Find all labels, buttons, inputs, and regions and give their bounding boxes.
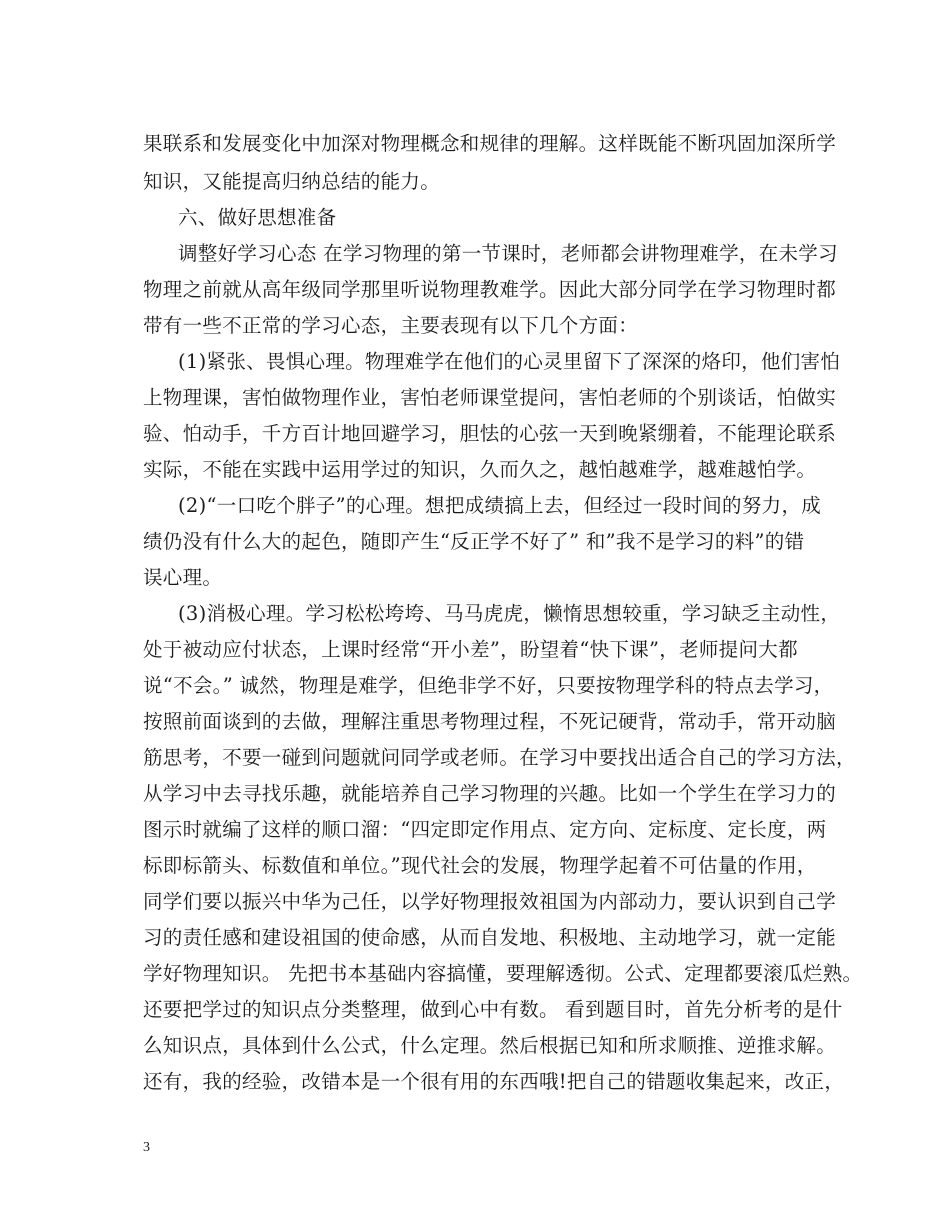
text-line: 标即标箭头、标数值和单位。”现代社会的发展，物理学起着不可估量的作用， xyxy=(143,854,817,877)
text-line: 图示时就编了这样的顺口溜：“四定即定作用点、定方向、定标度、定长度，两 xyxy=(143,818,827,841)
text-line: 调整好学习心态 在学习物理的第一节课时，老师都会讲物理难学，在未学习 xyxy=(178,242,838,265)
text-line: 处于被动应付状态，上课时经常“开小差”，盼望着“快下课”，老师提问大都 xyxy=(143,638,798,661)
page-number: 3 xyxy=(143,1140,150,1155)
text-line: (3)消极心理。学习松松垮垮、马马虎虎，懒惰思想较重，学习缺乏主动性， xyxy=(178,602,841,625)
text-line: 按照前面谈到的去做，理解注重思考物理过程，不死记硬背，常动手，常开动脑 xyxy=(143,710,837,733)
text-line: 习的责任感和建设祖国的使命感，从而自发地、积极地、主动地学习，就一定能 xyxy=(143,926,837,949)
text-line: 同学们要以振兴中华为己任，以学好物理报效祖国为内部动力，要认识到自己学 xyxy=(143,890,837,913)
text-line: 么知识点，具体到什么公式，什么定理。然后根据已知和所求顺推、逆推求解。 xyxy=(143,1034,837,1057)
text-line: 还要把学过的知识点分类整理，做到心中有数。 看到题目时，首先分析考的是什 xyxy=(143,998,843,1021)
text-line: 果联系和发展变化中加深对物理概念和规律的理解。这样既能不断巩固加深所学 xyxy=(143,132,837,155)
text-line: 物理之前就从高年级同学那里听说物理教难学。因此大部分同学在学习物理时都 xyxy=(143,278,837,301)
text-line: (1)紧张、畏惧心理。物理难学在他们的心灵里留下了深深的烙印，他们害怕 xyxy=(178,350,841,373)
text-line: 验、怕动手，千方百计地回避学习，胆怯的心弦一天到晚紧绷着，不能理论联系 xyxy=(143,422,837,445)
text-line: 带有一些不正常的学习心态，主要表现有以下几个方面： xyxy=(143,314,639,337)
text-line: 还有，我的经验，改错本是一个很有用的东西哦!把自己的错题收集起来，改正， xyxy=(143,1070,845,1093)
text-line: 知识，又能提高归纳总结的能力。 xyxy=(143,170,441,193)
text-line: (2)“一口吃个胖子”的心理。想把成绩搞上去，但经过一段时间的努力，成 xyxy=(178,494,822,517)
text-line: 说“不会。” 诚然，物理是难学，但绝非学不好，只要按物理学科的特点去学习， xyxy=(143,674,834,697)
text-line: 学好物理知识。 先把书本基础内容搞懂，要理解透彻。公式、定理都要滚瓜烂熟。 xyxy=(143,962,863,985)
section-heading: 六、做好思想准备 xyxy=(178,206,337,229)
text-line: 上物理课，害怕做物理作业，害怕老师课堂提问，害怕老师的个别谈话，怕做实 xyxy=(143,386,837,409)
text-line: 筋思考，不要一碰到问题就问同学或老师。在学习中要找出适合自己的学习方法， xyxy=(143,746,856,769)
text-line: 误心理。 xyxy=(143,566,223,589)
text-line: 绩仍没有什么大的起色，随即产生“反正学不好了” 和”我不是学习的料”的错 xyxy=(143,530,805,553)
text-line: 实际，不能在实践中运用学过的知识，久而久之，越怕越难学，越难越怕学。 xyxy=(143,458,817,481)
text-line: 从学习中去寻找乐趣，就能培养自己学习物理的兴趣。比如一个学生在学习力的 xyxy=(143,782,837,805)
